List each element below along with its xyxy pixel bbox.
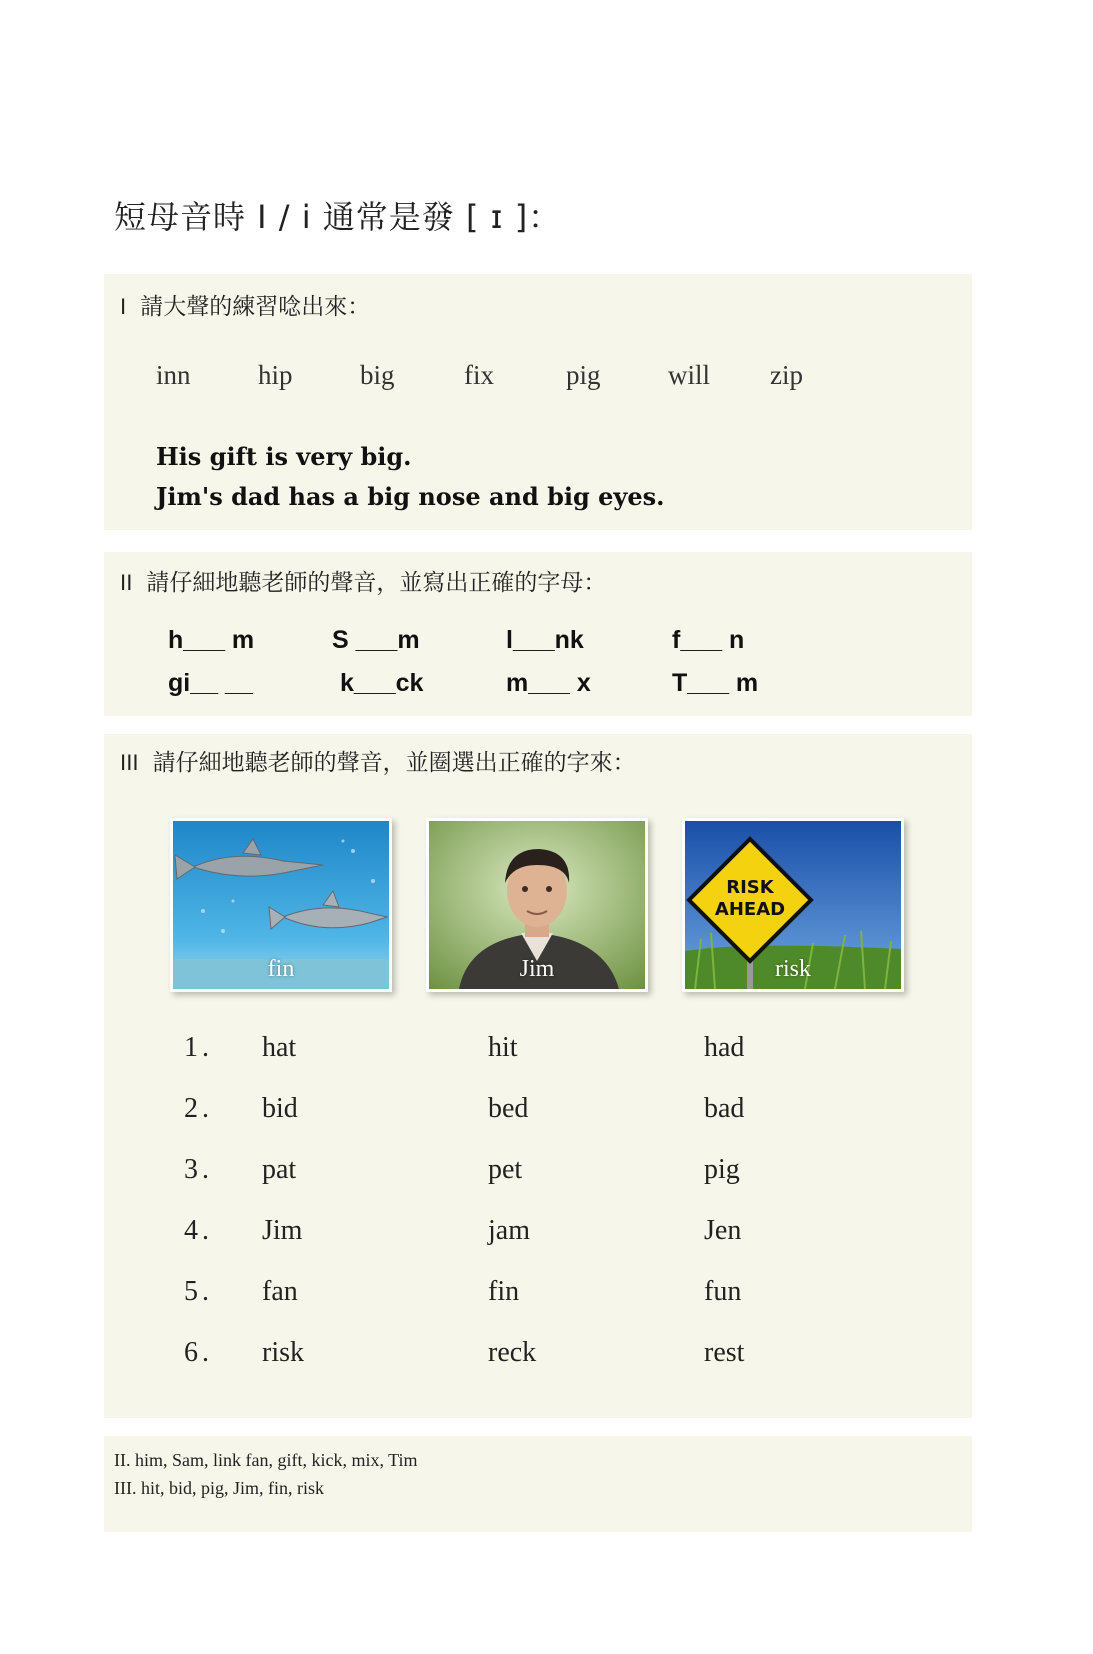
- answer-line: II. him, Sam, link fan, gift, kick, mix, Tim: [114, 1450, 418, 1470]
- practice-word: zip: [770, 360, 803, 390]
- word-choice[interactable]: hat: [262, 1032, 297, 1063]
- practice-word: will: [668, 360, 711, 390]
- word-choice[interactable]: fun: [704, 1276, 742, 1307]
- sign-text: AHEAD: [714, 899, 786, 920]
- word-choice[interactable]: pig: [704, 1154, 740, 1185]
- word-choice[interactable]: jam: [488, 1215, 530, 1246]
- word-choice[interactable]: fan: [262, 1276, 298, 1307]
- fill-blank-word[interactable]: h___ m: [168, 626, 255, 654]
- practice-word: big: [360, 360, 395, 390]
- row-number: 6.: [184, 1337, 213, 1368]
- word-choice[interactable]: pet: [488, 1154, 523, 1185]
- photo-caption: Jim: [519, 956, 555, 982]
- answer-key: [104, 1436, 972, 1532]
- shark-photo: [170, 818, 392, 992]
- row-number: 3.: [184, 1154, 213, 1185]
- row-number: 2.: [184, 1093, 213, 1124]
- section-circle-word: [104, 734, 972, 1418]
- word-choice[interactable]: bid: [262, 1093, 298, 1124]
- section-heading: [120, 744, 636, 777]
- word-choice[interactable]: reck: [488, 1337, 537, 1368]
- row-number: 1.: [184, 1032, 213, 1063]
- section-instruction: 請仔細地聽老師的聲音，並圈選出正確的字來：: [152, 750, 636, 776]
- fill-blank-word[interactable]: k___ck: [340, 669, 424, 697]
- word-choice[interactable]: rest: [704, 1337, 745, 1368]
- word-choice[interactable]: bed: [488, 1093, 529, 1124]
- practice-sentence: His gift is very big.: [156, 442, 412, 471]
- man-portrait-photo: [426, 818, 648, 992]
- fill-blank-word[interactable]: m___ x: [506, 669, 591, 697]
- word-choice[interactable]: Jen: [704, 1215, 742, 1246]
- word-choice[interactable]: had: [704, 1032, 745, 1063]
- section-number: III: [120, 751, 139, 775]
- fill-blank-word[interactable]: f___ n: [672, 626, 745, 654]
- section-instruction: 請仔細地聽老師的聲音，並寫出正確的字母：: [146, 570, 607, 596]
- section-number: I: [120, 295, 127, 319]
- row-number: 4.: [184, 1215, 213, 1246]
- word-choice[interactable]: risk: [262, 1337, 304, 1368]
- practice-word: fix: [464, 360, 494, 390]
- word-choice[interactable]: Jim: [262, 1215, 303, 1246]
- word-choice[interactable]: pat: [262, 1154, 297, 1185]
- page-title: 短母音時 I / i 通常是發 [ ɪ ]：: [114, 198, 562, 236]
- practice-sentence: Jim's dad has a big nose and big eyes.: [156, 482, 665, 511]
- photo-caption: fin: [267, 956, 295, 982]
- section-heading: [120, 564, 606, 597]
- section-number: II: [120, 571, 133, 595]
- section-instruction: 請大聲的練習唸出來：: [140, 294, 371, 320]
- fill-blank-word[interactable]: S ___m: [332, 626, 420, 654]
- section-pronunciation-practice: [104, 274, 972, 530]
- row-number: 5.: [184, 1276, 213, 1307]
- practice-word: hip: [258, 360, 293, 390]
- section-heading: [120, 288, 370, 321]
- word-choice[interactable]: hit: [488, 1032, 518, 1063]
- practice-word: pig: [566, 360, 601, 390]
- answer-line: III. hit, bid, pig, Jim, fin, risk: [114, 1478, 324, 1498]
- fill-blank-word[interactable]: gi__ __: [168, 669, 253, 697]
- section-fill-letters: [104, 552, 972, 716]
- word-choice[interactable]: fin: [488, 1276, 520, 1307]
- photo-caption: risk: [775, 956, 811, 982]
- fill-blank-word[interactable]: T___ m: [672, 669, 759, 697]
- fill-blank-word[interactable]: l___nk: [506, 626, 584, 654]
- risk-ahead-sign-photo: [682, 818, 904, 992]
- sign-text: RISK: [726, 877, 774, 898]
- word-choice[interactable]: bad: [704, 1093, 745, 1124]
- practice-word: inn: [156, 360, 191, 390]
